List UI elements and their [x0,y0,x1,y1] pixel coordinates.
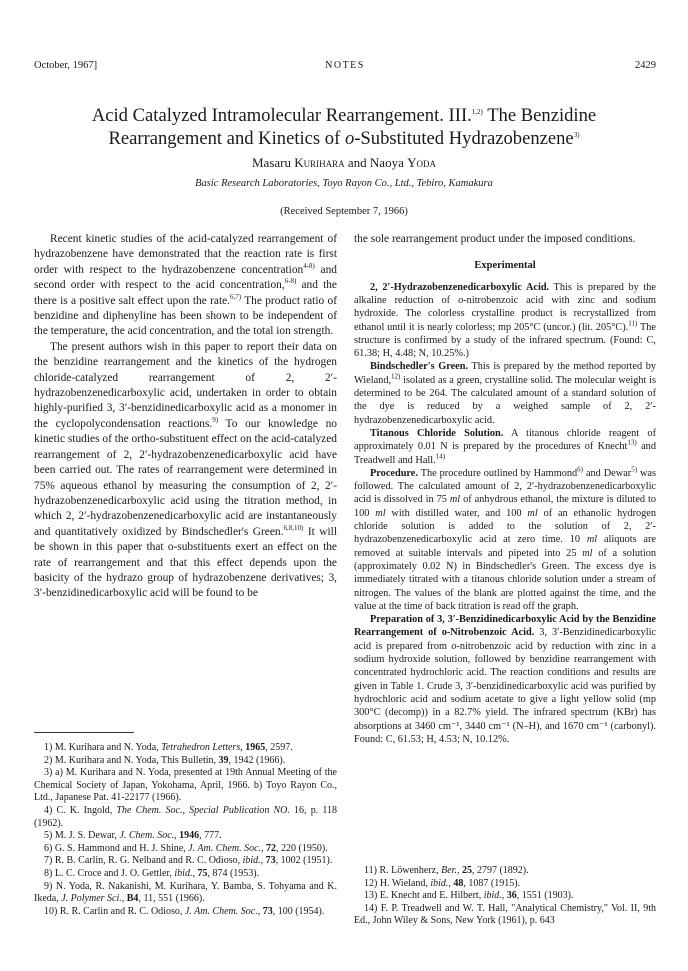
header-date: October, 1967] [34,60,98,71]
left-column [34,232,337,602]
reference-item: 5) M. J. S. Dewar, J. Chem. Soc., 1946, 777. [44,830,222,842]
references-left [34,742,337,918]
running-header [34,60,656,76]
header-section: NOTES [325,60,365,71]
footnote-divider [34,732,134,733]
title-line2-end: -Substituted Hydrazobenzene [354,128,574,149]
reference-item: 10) R. R. Carlin and R. C. Odioso, J. Am. Chem. Soc., 73, 100 (1954). [44,905,325,917]
affiliation: Basic Research Laboratories, Toyo Rayon Co., Ltd., Tebiro, Kamakura [195,178,493,189]
reference-item: 2) M. Kurihara and N. Yoda, This Bulletin, 39, 1942 (1966). [44,754,286,766]
title-italic-o: o [344,128,355,149]
reference-item: 7) R. B. Carlin, R. G. Nelband and R. C. Odioso, ibid., 73, 1002 (1951). [44,855,333,867]
intro-paragraph-2-continued: the sole rearrangement product under the imposed conditions. [354,233,636,245]
reference-item: 3) a) M. Kurihara and N. Yoda, presented at 19th Annual Meeting of the Chemical Society of Japan, Yokohama, April, 1966. b) Toyo Rayon Co., Ltd., Japanese Pat. 41-22177 (1966). [34,767,337,804]
experimental-heading: Experimental [474,260,536,272]
reference-item: 8) L. C. Croce and J. O. Gettler, ibid., 75, 874 (1953). [44,867,260,879]
reference-item: 11) R. Löwenherz, Ber., 25, 2797 (1892). [364,865,529,876]
reference-item: 6) G. S. Hammond and H. J. Shine, J. Am. Chem. Soc., 72, 220 (1950). [44,842,328,854]
authors-and: and [344,155,370,170]
reference-item: 1) M. Kurihara and N. Yoda, Tetrahedron Letters, 1965, 2597. [44,742,293,753]
header-page-number: 2429 [635,60,656,71]
intro-paragraph-2: The present authors wish in this paper to report their data on the benzidine rearrangement and the kinetics of the hydrogen chloride-catalyzed rearrangement of 2, 2′-hydrazobenzenedicarboxylic acid, undertaken in order to obtain highly-purified 3, 3′-benzidinedicarboxylic acid as a monomer in the cyclopolycondensation reactions.$^{9)}$ To our knowledge no kinetic studies of the ortho-substituent effect on the acid-catalyzed rearrangement of 2, 2′-hydrazobenzenedicarboxylic acid have been carried out. The rates of rearrangement were determined in 75% aqueous ethanol by measuring the consumption of 2, 2′-hydrazobenzenedicarboxylic acid using the titration method, in which 2, 2′-hydrazobenzenedicarboxylic acid are instantaneously and quantitatively oxidized by Bindschedler's Green.$^{6,8,10)}$ It will be shown in this paper that o-substituents exert an effect on the rate of rearrangement and that this effect depends upon the basicity of the hydrazo group of hydrazobenzene derivatives; 3, 3′-benzidinedicarboxylic acid will be found to be [34,340,337,600]
reference-item: 9) N. Yoda, R. Nakanishi, M. Kurihara, Y. Bamba, S. Tohyama and K. Ikeda, J. Polymer Sci., B4, 11, 551 (1966). [34,880,337,905]
reference-item: 13) E. Knecht and E. Hilbert, ibid., 36, 1551 (1903). [364,890,574,902]
reference-item: 12) H. Wieland, ibid., 48, 1087 (1915). [364,877,521,889]
exp-procedure: Procedure. The procedure outlined by Hammond$^{6)}$ and Dewar$^{5)}$ was followed. The calculated amount of 2, 2′-hydrazobenzenedicarboxylic acid is dissolved in 75 ml of anhydrous ethanol, the mixture is diluted to 100 ml with distilled water, and 100 ml of an ethanolic hydrogen chloride solution is added to the solution of 2, 2′-hydrazobenzenedicarboxylic acid at zero time. 10 ml aliquots are removed at suitable intervals and pipeted into 25 ml of a solution (approximately 0.02 N) in Bindschedler's Green. The excess dye is immediately titrated with a titanous chloride solution under a stream of nitrogen. The values of the blank are plotted against the time, and the value at the time of back titration is read off the graph. [354,465,656,612]
article-title [40,104,648,150]
title-sup2: 3) [573,130,580,139]
reference-item: 14) F. P. Treadwell and W. T. Hall, "Analytical Chemistry," Vol. II, 9th Ed., John Wiley & Sons, New York (1961), p. 643 [354,902,656,927]
title-line1-end: The Benzidine [482,105,597,126]
reference-item: 4) C. K. Ingold, The Chem. Soc., Special Publication NO. 16, p. 118 (1962). [34,804,337,829]
authors [0,155,688,171]
title-sup1: 1,2) [471,107,483,116]
title-line1: Acid Catalyzed Intramolecular Rearrangement. III. [91,105,472,126]
title-line2: Rearrangement and Kinetics of [108,128,345,149]
received-date: (Received September 7, 1966) [280,206,408,217]
author2-first: Naoya [369,155,408,170]
exp-bindschedler: Bindschedler's Green. This is prepared by the method reported by Wieland,$^{12)}$ isolated as a green, crystalline solid. The molecular weight is determined to be 264. The calculated amount of a standard solution of the dye is reduced by a weighed sample of 2, 2′-hydrazobenzenedicarboxylic acid. [354,361,656,426]
author1-last: Kurihara [294,155,345,170]
exp-titanous: Titanous Chloride Solution. A titanous chloride reagent of approximately 0.01 N is prepared by the procedures of Knecht$^{13)}$ and Treadwell and Hall.$^{14)}$ [354,427,657,466]
author2-last: Yoda [407,155,436,170]
right-column [354,232,656,746]
exp-preparation: Preparation of 3, 3′-Benzidinedicarboxylic Acid by the Benzidine Rearrangement of o-Nitrobenzoic Acid. 3, 3′-Benzidinedicarboxylic acid is prepared from o-nitrobenzoic acid by reduction with zinc in a sodium hydroxide solution, followed by benzidine rearrangement with concentrated hydrochloric acid. The reaction conditions and results are given in Table 1. Crude 3, 3′-benzidinedicarboxylic acid was purified by hydrochloric acid and sodium acetate to give a light yellow solid (mp 300°C (decomp)) in a 82.7% yield. The infrared spectrum (KBr) has absorptions at 3460 cm⁻¹, 3440 cm⁻¹ (N–H), and 1670 cm⁻¹ (carbonyl). Found: C, 61.53; H, 4.53; N, 10.12%. [354,614,656,745]
intro-paragraph-1: Recent kinetic studies of the acid-catalyzed rearrangement of hydrazobenzene have demonstrated that the reaction rate is first order with respect to the hydrazobenzene concentration$^{4-8)}$ and second order with respect to the acid concentration,$^{6-8)}$ and the there is a positive salt effect upon the rate.$^{6,7)}$ The product ratio of benzidine and diphenyline has been shown to be independent of the temperature, the acid concentration, and the total ion strength. [34,233,337,338]
exp-hydrazobenzene: 2, 2′-Hydrazobenzenedicarboxylic Acid. This is prepared by the alkaline reduction of o-nitrobenzoic acid with zinc and sodium hydroxide. The colorless crystalline product is recrystallized from ethanol until it is nearly colorless; mp 205°C (uncor.) (lit. 205°C).$^{11)}$ The structure is confirmed by a study of the infrared spectrum. (Found: C, 61.38; H, 4.48; N, 10.25%.) [354,281,656,360]
author1-first: Masaru [252,155,295,170]
references-right [354,865,656,928]
